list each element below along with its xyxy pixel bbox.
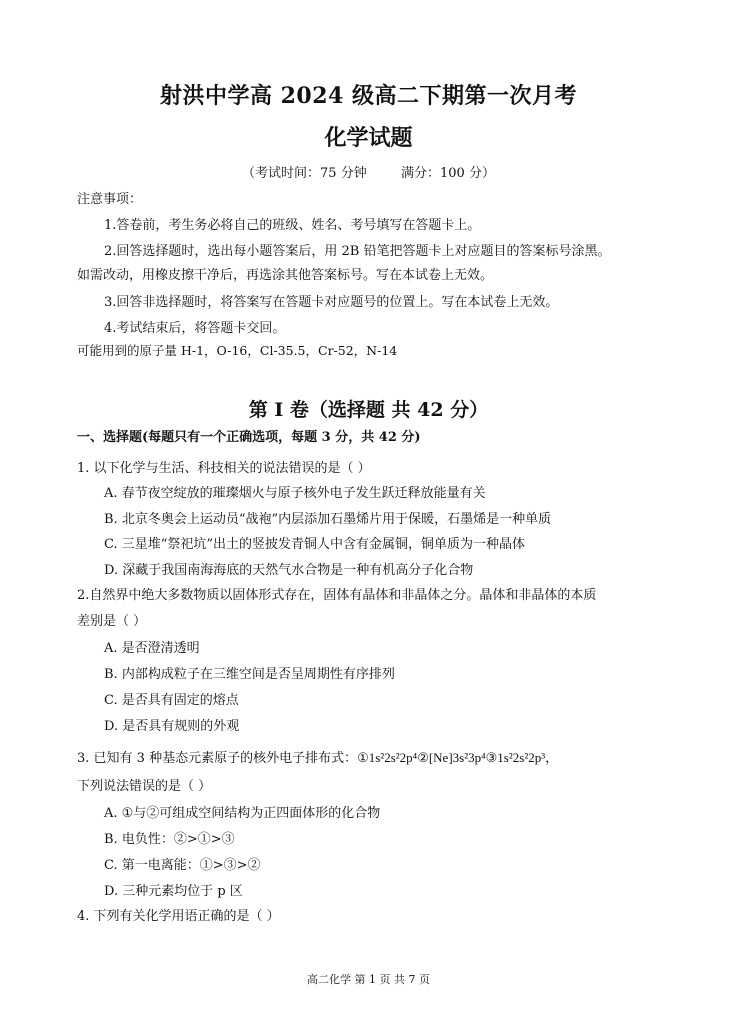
question-stem: 1. 以下化学与生活、科技相关的说法错误的是（ ） (77, 461, 371, 476)
question-stem: 2.自然界中绝大多数物质以固体形式存在，固体有晶体和非晶体之分。晶体和非晶体的本质 (77, 588, 597, 603)
note-item: 3.回答非选择题时，将答案写在答题卡对应题号的位置上。写在本试卷上无效。 (104, 295, 559, 310)
question-option: A. 春节夜空绽放的璀璨烟火与原子核外电子发生跃迁释放能量有关 (104, 486, 486, 501)
note-item: 1.答卷前，考生务必将自己的班级、姓名、考号填写在答题卡上。 (104, 218, 481, 233)
exam-info (0, 162, 737, 181)
exam-subtitle: 化学试题 (324, 125, 413, 151)
page-footer: 高二化学 第 1 页 共 7 页 (307, 973, 430, 986)
note-item: 如需改动，用橡皮擦干净后，再选涂其他答案标号。写在本试卷上无效。 (77, 268, 494, 283)
atomic-masses: 可能用到的原子量 H-1，O-16，Cl-35.5，Cr-52，N-14 (77, 343, 398, 358)
question-stem-cont: 差别是（ ） (77, 614, 147, 629)
question-option: D. 是否具有规则的外观 (104, 719, 240, 734)
question-option: C. 三星堆“祭祀坑”出土的竖披发青铜人中含有金属铜，铜单质为一种晶体 (104, 537, 526, 552)
full-score: 满分：100 分） (401, 166, 495, 181)
exam-title: 射洪中学高 2024 级高二下期第一次月考 (159, 83, 578, 109)
question-option: C. 是否具有固定的熔点 (104, 693, 239, 708)
electron-config-3: ③1s²2s²2p³， (485, 750, 559, 765)
question-stem-prefix: 3. 已知有 3 种基态元素原子的核外电子排布式： (77, 751, 358, 766)
question-option: A. 是否澄清透明 (104, 641, 200, 656)
question-option: B. 北京冬奥会上运动员“战袍”内层添加石墨烯片用于保暖，石墨烯是一种单质 (104, 512, 552, 527)
notes-heading: 注意事项： (77, 192, 143, 207)
question-stem (77, 747, 558, 766)
electron-config-2: ②[Ne]3s²3p⁴ (417, 750, 486, 765)
question-stem: 4. 下列有关化学用语正确的是（ ） (77, 909, 280, 924)
note-item: 4.考试结束后，将答题卡交回。 (104, 321, 286, 336)
question-option: B. 内部构成粒子在三维空间是否呈周期性有序排列 (104, 667, 395, 682)
note-item: 2.回答选择题时，选出每小题答案后，用 2B 铅笔把答题卡上对应题目的答案标号涂黑。 (104, 244, 611, 259)
electron-config-1: ①1s²2s²2p⁴ (357, 750, 418, 765)
question-option: B. 电负性：②>①>③ (104, 832, 235, 847)
question-option: D. 三种元素均位于 p 区 (104, 884, 243, 899)
section-heading: 一、选择题(每题只有一个正确选项，每题 3 分，共 42 分) (77, 430, 421, 445)
section-title: 第 I 卷（选择题 共 42 分） (248, 399, 489, 421)
question-option: C. 第一电离能：①>③>② (104, 858, 261, 873)
exam-time: （考试时间：75 分钟 (242, 166, 367, 181)
question-option: A. ①与②可组成空间结构为正四面体形的化合物 (104, 806, 381, 821)
question-option: D. 深藏于我国南海海底的天然气水合物是一种有机高分子化合物 (104, 563, 474, 578)
question-stem-cont: 下列说法错误的是（ ） (77, 779, 212, 794)
